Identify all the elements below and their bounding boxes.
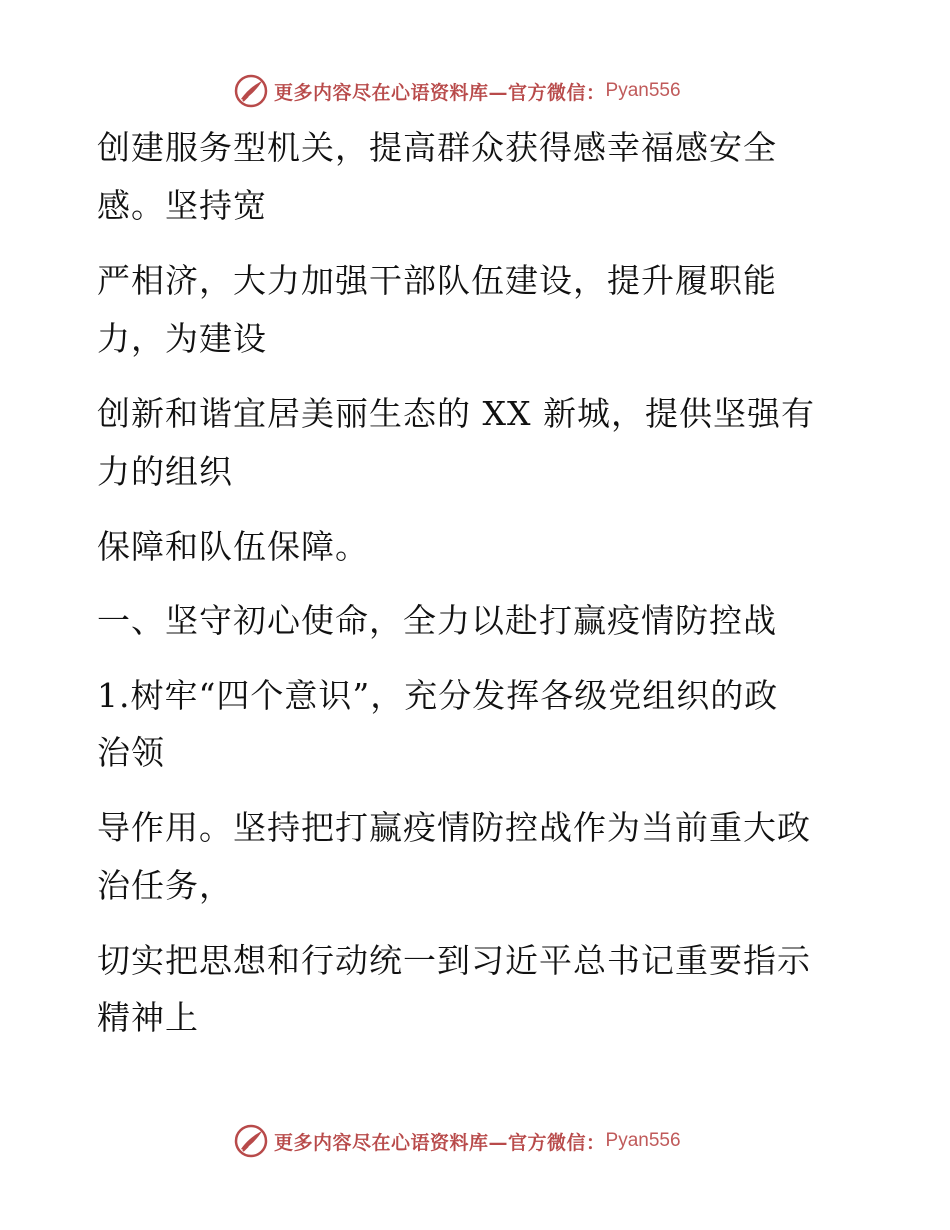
footer-banner-text: 更多内容尽在心语资料库—官方微信： [274,1131,606,1154]
text-line: 创新和谐宜居美丽生态的 XX 新城，提供坚强有 [97,394,815,433]
header-banner-text: 更多内容尽在心语资料库—官方微信： [274,81,606,104]
text-line: 切实把思想和行动统一到习近平总书记重要指示 [97,941,811,980]
header-wechat-id: Pyan556 [605,80,681,101]
text-line: 导作用。坚持把打赢疫情防控战作为当前重大政 [97,808,811,847]
text-line: 精神上 [97,998,199,1037]
text-line: 力，为建设 [97,319,267,358]
text-line: 创建服务型机关，提高群众获得感幸福感安全 [97,128,777,167]
footer-banner [234,1123,714,1159]
section-heading: 一、坚守初心使命，全力以赴打赢疫情防控战 [97,601,777,640]
text-line: 感。坚持宽 [97,186,267,225]
text-line: 治任务， [97,866,233,905]
text-line: 力的组织 [97,452,233,491]
text-line: 严相济，大力加强干部队伍建设，提升履职能 [97,261,777,300]
quill-logo-icon [234,1124,268,1158]
footer-wechat-id: Pyan556 [605,1130,681,1151]
text-line: 治领 [97,733,165,772]
text-line: 1.树牢“四个意识”，充分发挥各级党组织的政 [97,676,779,715]
text-line: 保障和队伍保障。 [97,527,369,566]
